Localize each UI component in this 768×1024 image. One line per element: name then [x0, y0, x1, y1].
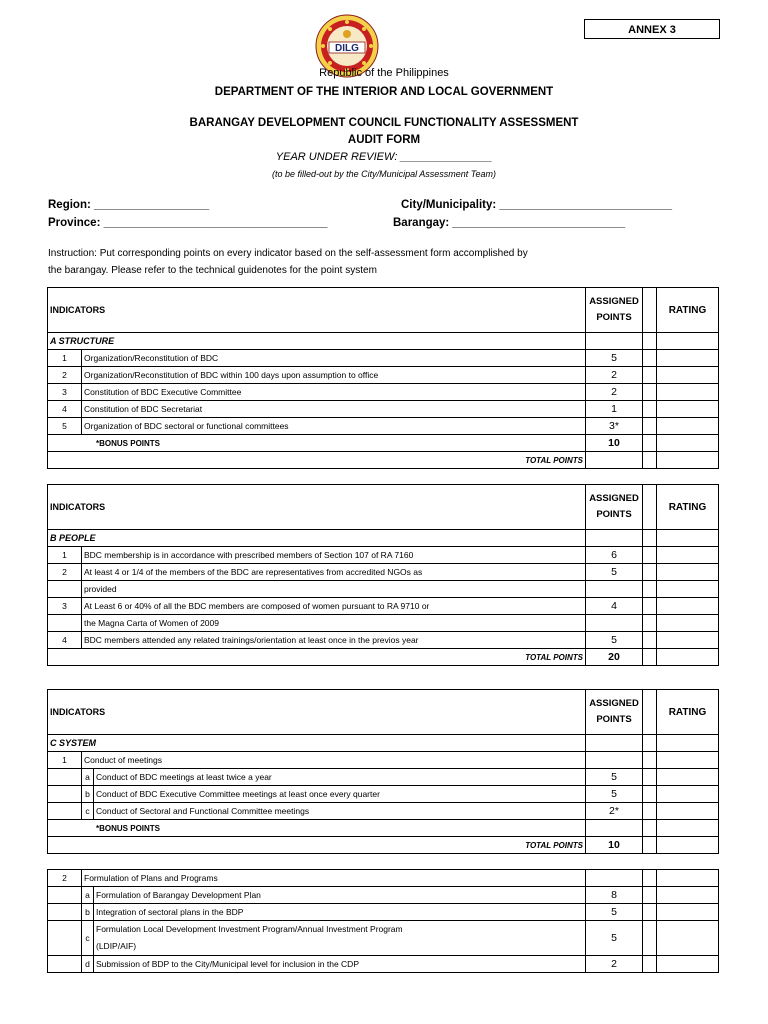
- table-row: d Submission of BDP to the City/Municipal level for inclusion in the CDP 2: [48, 956, 719, 973]
- rating-cell[interactable]: [657, 837, 719, 854]
- assigned-points-header: ASSIGNED POINTS: [586, 485, 643, 530]
- rating-cell[interactable]: [657, 401, 719, 418]
- republic-text: Republic of the Philippines: [319, 67, 449, 79]
- total-points-label: TOTAL POINTS: [48, 837, 586, 854]
- department-title: DEPARTMENT OF THE INTERIOR AND LOCAL GOVERNMENT: [214, 86, 554, 98]
- instruction-line-1: Instruction: Put corresponding points on every indicator based on the self-assessment form accomplished by: [48, 248, 528, 259]
- indicators-header: INDICATORS: [48, 288, 586, 333]
- rating-cell[interactable]: [657, 904, 719, 921]
- total-points-label: TOTAL POINTS: [48, 452, 586, 469]
- bonus-points-label: *BONUS POINTS: [48, 435, 586, 452]
- table-row: 3 At Least 6 or 40% of all the BDC members are composed of women pursuant to RA 9710 or 4: [48, 598, 719, 615]
- table-row: 4 Constitution of BDC Secretariat 1: [48, 401, 719, 418]
- rating-header: RATING: [657, 690, 719, 735]
- table-row: b Integration of sectoral plans in the BDP 5: [48, 904, 719, 921]
- rating-cell[interactable]: [657, 418, 719, 435]
- rating-cell[interactable]: [657, 786, 719, 803]
- rating-cell[interactable]: [657, 887, 719, 904]
- seal-text: DILG: [335, 43, 359, 54]
- system-table: INDICATORS ASSIGNED POINTS RATING C SYSTEM 1 Conduct of meetings a Conduct of BDC meetings at least twice a year 5 b Conduct of BDC Executive Committee meetings at least once every quarter 5 c Conduct of Sectoral and Functional Committee meetings 2* *BONUS POINTS TOTAL POINTS 10: [47, 689, 719, 854]
- form-title: BARANGAY DEVELOPMENT COUNCIL FUNCTIONALITY ASSESSMENT: [189, 117, 579, 129]
- rating-cell[interactable]: [657, 649, 719, 666]
- indicators-header: INDICATORS: [48, 485, 586, 530]
- barangay-field: Barangay: ___________________________: [393, 217, 626, 229]
- instruction-line-2: the barangay. Please refer to the technical guidenotes for the point system: [48, 265, 377, 276]
- table-row: 3 Constitution of BDC Executive Committee 2: [48, 384, 719, 401]
- section-title: B PEOPLE: [48, 530, 586, 547]
- indicators-header: INDICATORS: [48, 690, 586, 735]
- rating-cell[interactable]: [657, 632, 719, 649]
- people-table: INDICATORS ASSIGNED POINTS RATING B PEOPLE 1 BDC membership is in accordance with prescribed members of Section 107 of RA 7160 6 2 At least 4 or 1/4 of the members of the BDC are representatives from accredited NGOs as 5 provided 3 At Least 6 or 40% of all the BDC members are composed of women pursuant to RA 9710 or 4 the Magna Carta of Women of 2009 4 BDC members attended any related trainings/orientation at least once in the previos year 5 TOTAL POINTS 20: [47, 484, 719, 666]
- form-subtitle: AUDIT FORM: [347, 134, 421, 146]
- rating-cell[interactable]: [657, 350, 719, 367]
- assigned-points-header: ASSIGNED POINTS: [586, 690, 643, 735]
- rating-cell[interactable]: [657, 384, 719, 401]
- region-field: Region: __________________: [48, 199, 210, 211]
- rating-cell[interactable]: [657, 769, 719, 786]
- rating-cell[interactable]: [657, 803, 719, 820]
- table-row: a Conduct of BDC meetings at least twice a year 5: [48, 769, 719, 786]
- fill-out-note: (to be filled-out by the City/Municipal Assessment Team): [272, 169, 496, 179]
- total-points-label: TOTAL POINTS: [48, 649, 586, 666]
- city-field: City/Municipality: ___________________________: [401, 199, 673, 211]
- rating-header: RATING: [657, 485, 719, 530]
- rating-cell[interactable]: [657, 547, 719, 564]
- table-row: c Formulation Local Development Investment Program/Annual Investment Program (LDIP/AIF) 5: [48, 921, 719, 956]
- total-points-value: 10: [586, 837, 643, 854]
- rating-header: RATING: [657, 288, 719, 333]
- table-row: 4 BDC members attended any related trainings/orientation at least once in the previos year 5: [48, 632, 719, 649]
- section-title: C SYSTEM: [48, 735, 586, 752]
- total-points-value: 20: [586, 649, 643, 666]
- rating-cell[interactable]: [657, 956, 719, 973]
- table-row: a Formulation of Barangay Development Plan 8: [48, 887, 719, 904]
- table-row: 1 Organization/Reconstitution of BDC 5: [48, 350, 719, 367]
- table-row: 5 Organization of BDC sectoral or functional committees 3*: [48, 418, 719, 435]
- annex-label: ANNEX 3: [584, 19, 720, 39]
- table-row: 2 At least 4 or 1/4 of the members of the BDC are representatives from accredited NGOs as 5: [48, 564, 719, 581]
- structure-table: [47, 287, 719, 469]
- table-row: c Conduct of Sectoral and Functional Committee meetings 2*: [48, 803, 719, 820]
- table-row: b Conduct of BDC Executive Committee meetings at least once every quarter 5: [48, 786, 719, 803]
- table-row: 2 Organization/Reconstitution of BDC within 100 days upon assumption to office 2: [48, 367, 719, 384]
- bonus-points-value: 10: [586, 435, 643, 452]
- bonus-points-label: *BONUS POINTS: [48, 820, 586, 837]
- rating-cell[interactable]: [657, 921, 719, 956]
- table-row: 1 BDC membership is in accordance with prescribed members of Section 107 of RA 7160 6: [48, 547, 719, 564]
- rating-cell[interactable]: [657, 598, 719, 615]
- assigned-points-header: ASSIGNED POINTS: [586, 288, 643, 333]
- plans-table: 2 Formulation of Plans and Programs a Formulation of Barangay Development Plan 8 b Integration of sectoral plans in the BDP 5 c Formulation Local Development Investment Program/Annual Investment Program (LDIP/AIF) 5 d Submission of BDP to the City/Municipal level for inclusion in the CDP 2: [47, 869, 719, 973]
- rating-cell[interactable]: [657, 564, 719, 581]
- province-field: Province: ___________________________________: [48, 217, 328, 229]
- section-title: A STRUCTURE: [48, 333, 586, 350]
- year-under-review: YEAR UNDER REVIEW: _______________: [275, 151, 493, 163]
- rating-cell[interactable]: [657, 452, 719, 469]
- rating-cell[interactable]: [657, 367, 719, 384]
